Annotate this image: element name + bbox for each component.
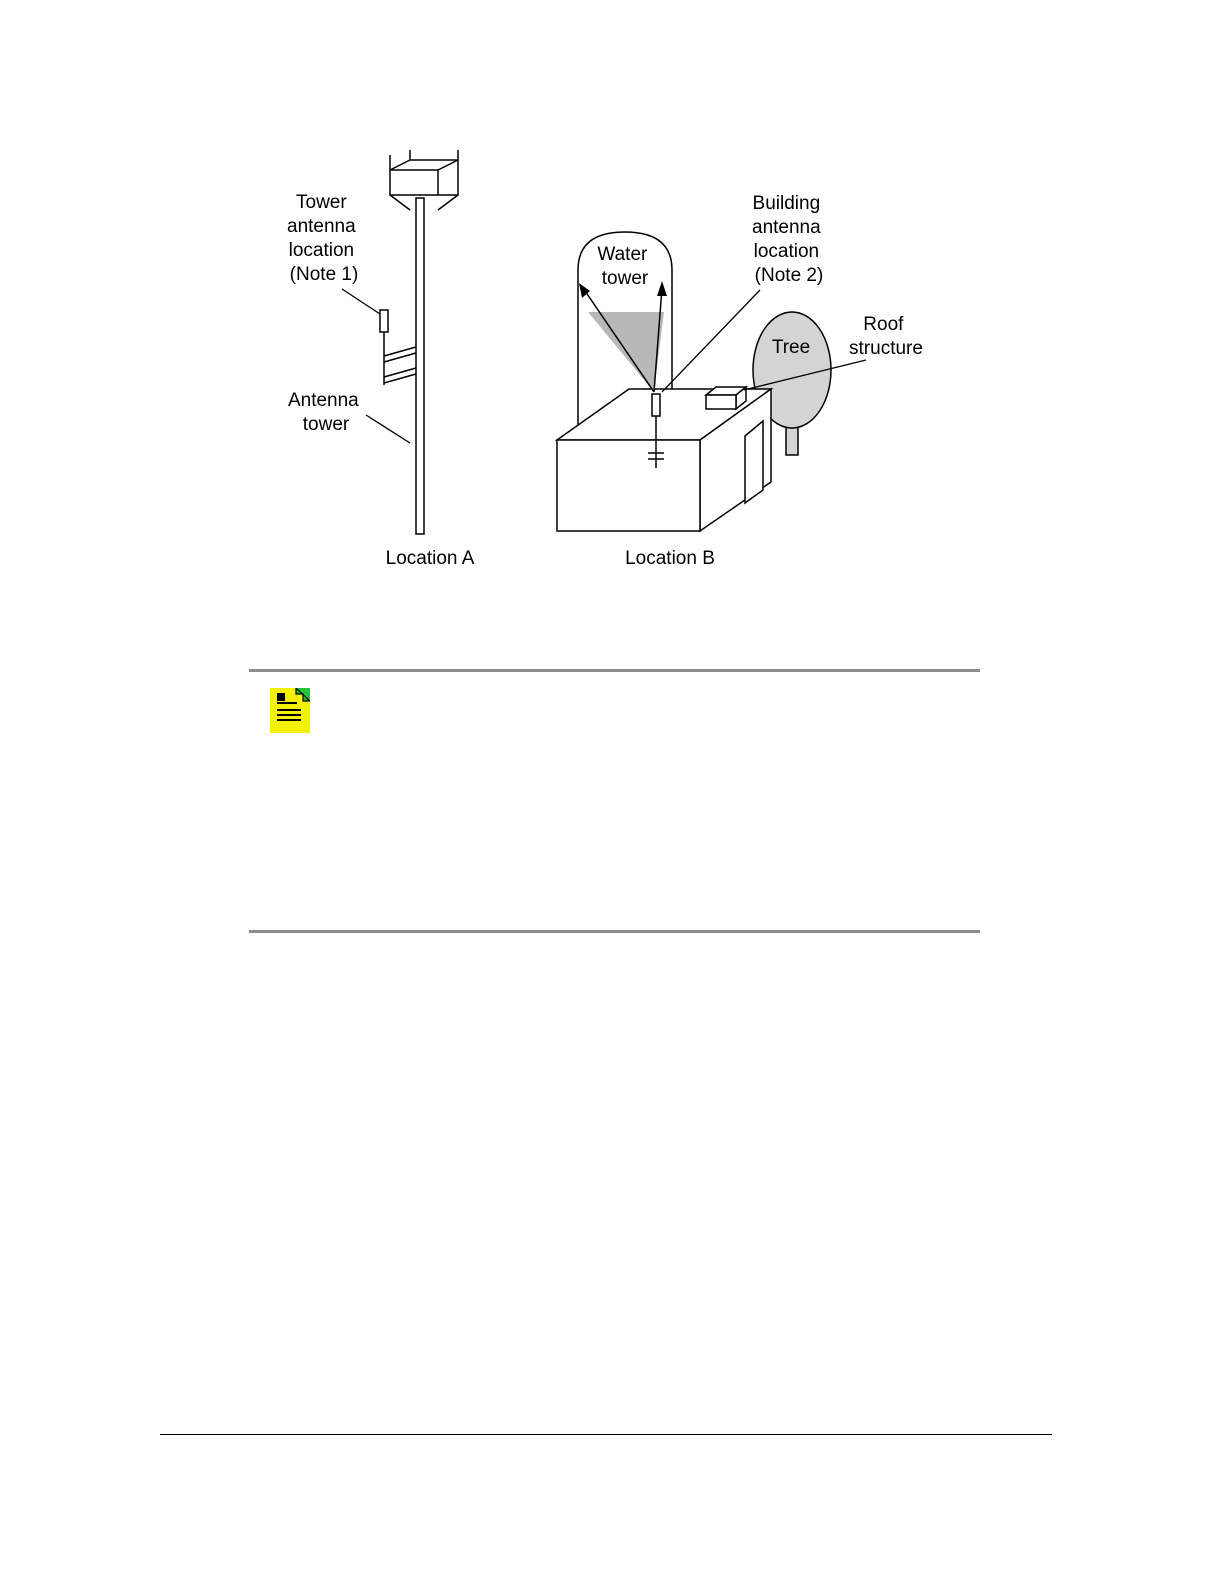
footer-rule: [160, 1434, 1052, 1435]
leader-lines-a: [342, 289, 410, 443]
water-tower-label: Water tower: [597, 244, 649, 289]
tower-antenna-label: Tower antenna location (Note 1): [287, 192, 359, 285]
tree-label: Tree: [771, 337, 811, 358]
note-icon: [270, 688, 310, 733]
roof-structure-label: Roof structure: [849, 314, 923, 359]
note-bottom-rule: [249, 930, 980, 933]
building-antenna-label: Building antenna location (Note 2): [752, 193, 824, 286]
note-top-rule: [249, 669, 980, 672]
location-b-caption: Location B: [625, 548, 715, 569]
antenna-tower-drawing: [380, 150, 458, 534]
antenna-tower-label: Antenna tower: [287, 390, 359, 435]
antenna-location-figure: [0, 0, 1224, 640]
location-a-caption: Location A: [385, 548, 475, 569]
roof-structure-drawing: [706, 387, 746, 409]
